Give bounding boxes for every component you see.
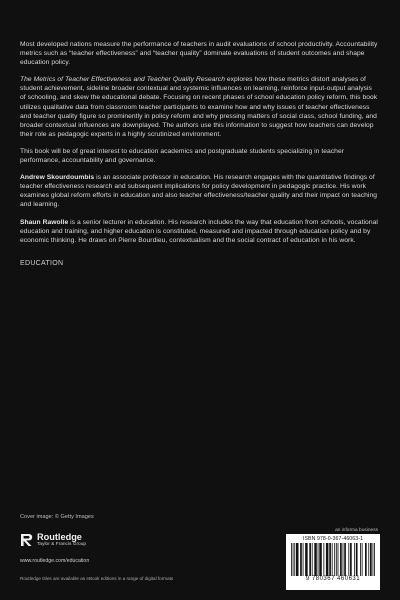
publisher-website: www.routledge.com/education — [20, 558, 90, 564]
barcode-bar — [370, 543, 372, 576]
barcode-bar — [314, 543, 317, 576]
barcode-bar — [332, 543, 333, 576]
barcode-number: 9 780367 460631 — [305, 576, 361, 582]
description-text: explores how these metrics distort analyses of student achievement, sideline broader contextual and systemic influences on learning, reinforce input-output analysis of schooling, and skew the educational debate. Focusing on recent phases of school education policy reform, this book utilizes qualitative data from classroom teacher participants to examine how and why issues of teacher effectiveness and teacher quality figure so prominently in policy reform and why pressing matters of social class, school funding, and broader contextual influences are downplayed. The authors use this information to suggest how teachers can develop their role as pedagogic experts in a highly scrutinized environment. — [20, 76, 378, 138]
barcode-bar — [350, 543, 352, 576]
routledge-logo-icon — [20, 533, 33, 547]
barcode-bar — [326, 543, 329, 576]
author2-bio — [20, 218, 378, 245]
barcode-bar — [354, 543, 355, 576]
intro-paragraph: Most developed nations measure the performance of teachers in audit evaluations of school productivity. Accountability metrics such as “teacher effectiveness” and “teacher quality” dominate evaluations of student outcomes and shape education policy. — [20, 41, 378, 67]
barcode-bar — [305, 543, 308, 576]
author1-bio — [20, 173, 378, 209]
barcode-bar — [300, 543, 302, 576]
author1-name: Andrew Skourdoumbis — [20, 174, 95, 182]
author1-bio-text: is an associate professor in education. His research engages with the quantitative findings of teacher effectiveness research and subsequent implications for policy development in pedagogic practice. His work examines global reform efforts in education and also teacher effectiveness/teacher quality and their impact on teaching and learning. — [20, 174, 378, 209]
barcode-bar — [319, 543, 322, 576]
barcode-bar — [343, 543, 344, 576]
barcode-bar — [368, 543, 369, 576]
publisher-name: Routledge — [37, 532, 82, 542]
barcode-bar — [360, 543, 361, 576]
barcode-bar — [309, 543, 311, 576]
publisher-logo — [20, 532, 86, 548]
subject-category: EDUCATION — [20, 259, 64, 267]
barcode-bar — [294, 543, 295, 576]
barcode-bar — [336, 543, 337, 576]
barcode-bar — [344, 543, 346, 576]
barcode-bar — [348, 543, 349, 576]
publisher-group: Taylor & Francis Group — [37, 542, 87, 547]
barcode-bar — [329, 543, 331, 576]
ebook-format-note: Routledge titles are available as eBook editions in a range of digital formats — [20, 576, 174, 581]
barcode-bar — [362, 543, 363, 576]
barcode-bar — [291, 543, 292, 576]
back-cover-text — [20, 40, 378, 268]
isbn-label: ISBN 978-0-367-46063-1 — [302, 536, 364, 542]
barcode-bar — [312, 543, 313, 576]
author2-bio-text: is a senior lecturer in education. His research includes the way that education from schools, vocational education and training, and higher education is constituted, measured and impacted through education policy and by economic thinking. He draws on Pierre Bourdieu, contextualism and the social contract of education in his work. — [20, 218, 378, 244]
book-title-italic: The Metrics of Teacher Effectiveness and Teacher Quality Research — [20, 76, 225, 84]
barcode-bar — [318, 543, 319, 576]
barcode-bar — [374, 543, 375, 576]
barcode-bar — [356, 543, 358, 576]
cover-image-credit: Cover image: © Getty Images — [20, 514, 94, 520]
barcode-bar — [293, 543, 294, 576]
audience-paragraph: This book will be of great interest to education academics and postgraduate students specializing in teacher performance, accountability and governance. — [20, 147, 344, 165]
barcode-icon — [291, 543, 375, 576]
barcode-bar — [334, 543, 335, 576]
barcode-bar — [373, 543, 374, 576]
isbn-barcode — [286, 534, 380, 590]
informa-note: an informa business — [335, 528, 378, 533]
description-paragraph — [20, 75, 378, 139]
barcode-bar — [323, 543, 324, 576]
barcode-bar — [303, 543, 304, 576]
barcode-bar — [340, 543, 342, 576]
author2-name: Shaun Rawolle — [20, 218, 69, 226]
barcode-bar — [365, 543, 367, 576]
barcode-bar — [338, 543, 339, 576]
barcode-bar — [296, 543, 299, 576]
